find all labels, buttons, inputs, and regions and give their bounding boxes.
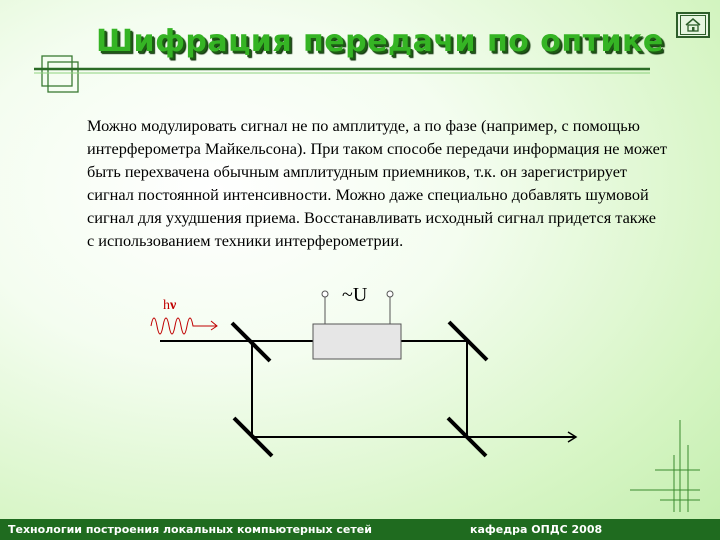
terminal-left	[322, 291, 328, 297]
photon-label-h: h	[163, 298, 170, 313]
phase-modulator	[313, 324, 401, 359]
slide-title: Шифрация передачи по оптике	[96, 24, 664, 59]
photon-label	[163, 298, 176, 314]
decor-lines-bottom-right	[630, 420, 700, 512]
slide-body-text: Можно модулировать сигнал не по амплитуде, а по фазе (например, с помощью интерферометра Майкельсона). При таком способе передачи информация не может быть перехвачена обычным амплитудным приемников, т.к. он зарегистрирует сигнал постоянной интенсивности. Можно даже специально добавлять шумовой сигнал для ухудшения приема. Восстанавливать исходный сигнал придется также с использованием техники интерферометрии.	[87, 116, 667, 250]
footer-department: кафедра ОПДС 2008	[470, 523, 603, 536]
home-icon	[684, 18, 702, 32]
title-underline	[34, 69, 650, 73]
photon-label-nu: ν	[170, 298, 177, 313]
voltage-label: ~U	[342, 284, 368, 306]
decor-squares-top-left	[42, 56, 78, 92]
home-icon-frame	[680, 15, 706, 35]
terminal-right	[387, 291, 393, 297]
interferometer-diagram	[151, 291, 576, 456]
footer-course-title: Технологии построения локальных компьютерных сетей	[8, 523, 372, 536]
home-button[interactable]	[676, 12, 710, 38]
photon-wave	[151, 318, 217, 334]
footer-bar	[0, 519, 720, 540]
